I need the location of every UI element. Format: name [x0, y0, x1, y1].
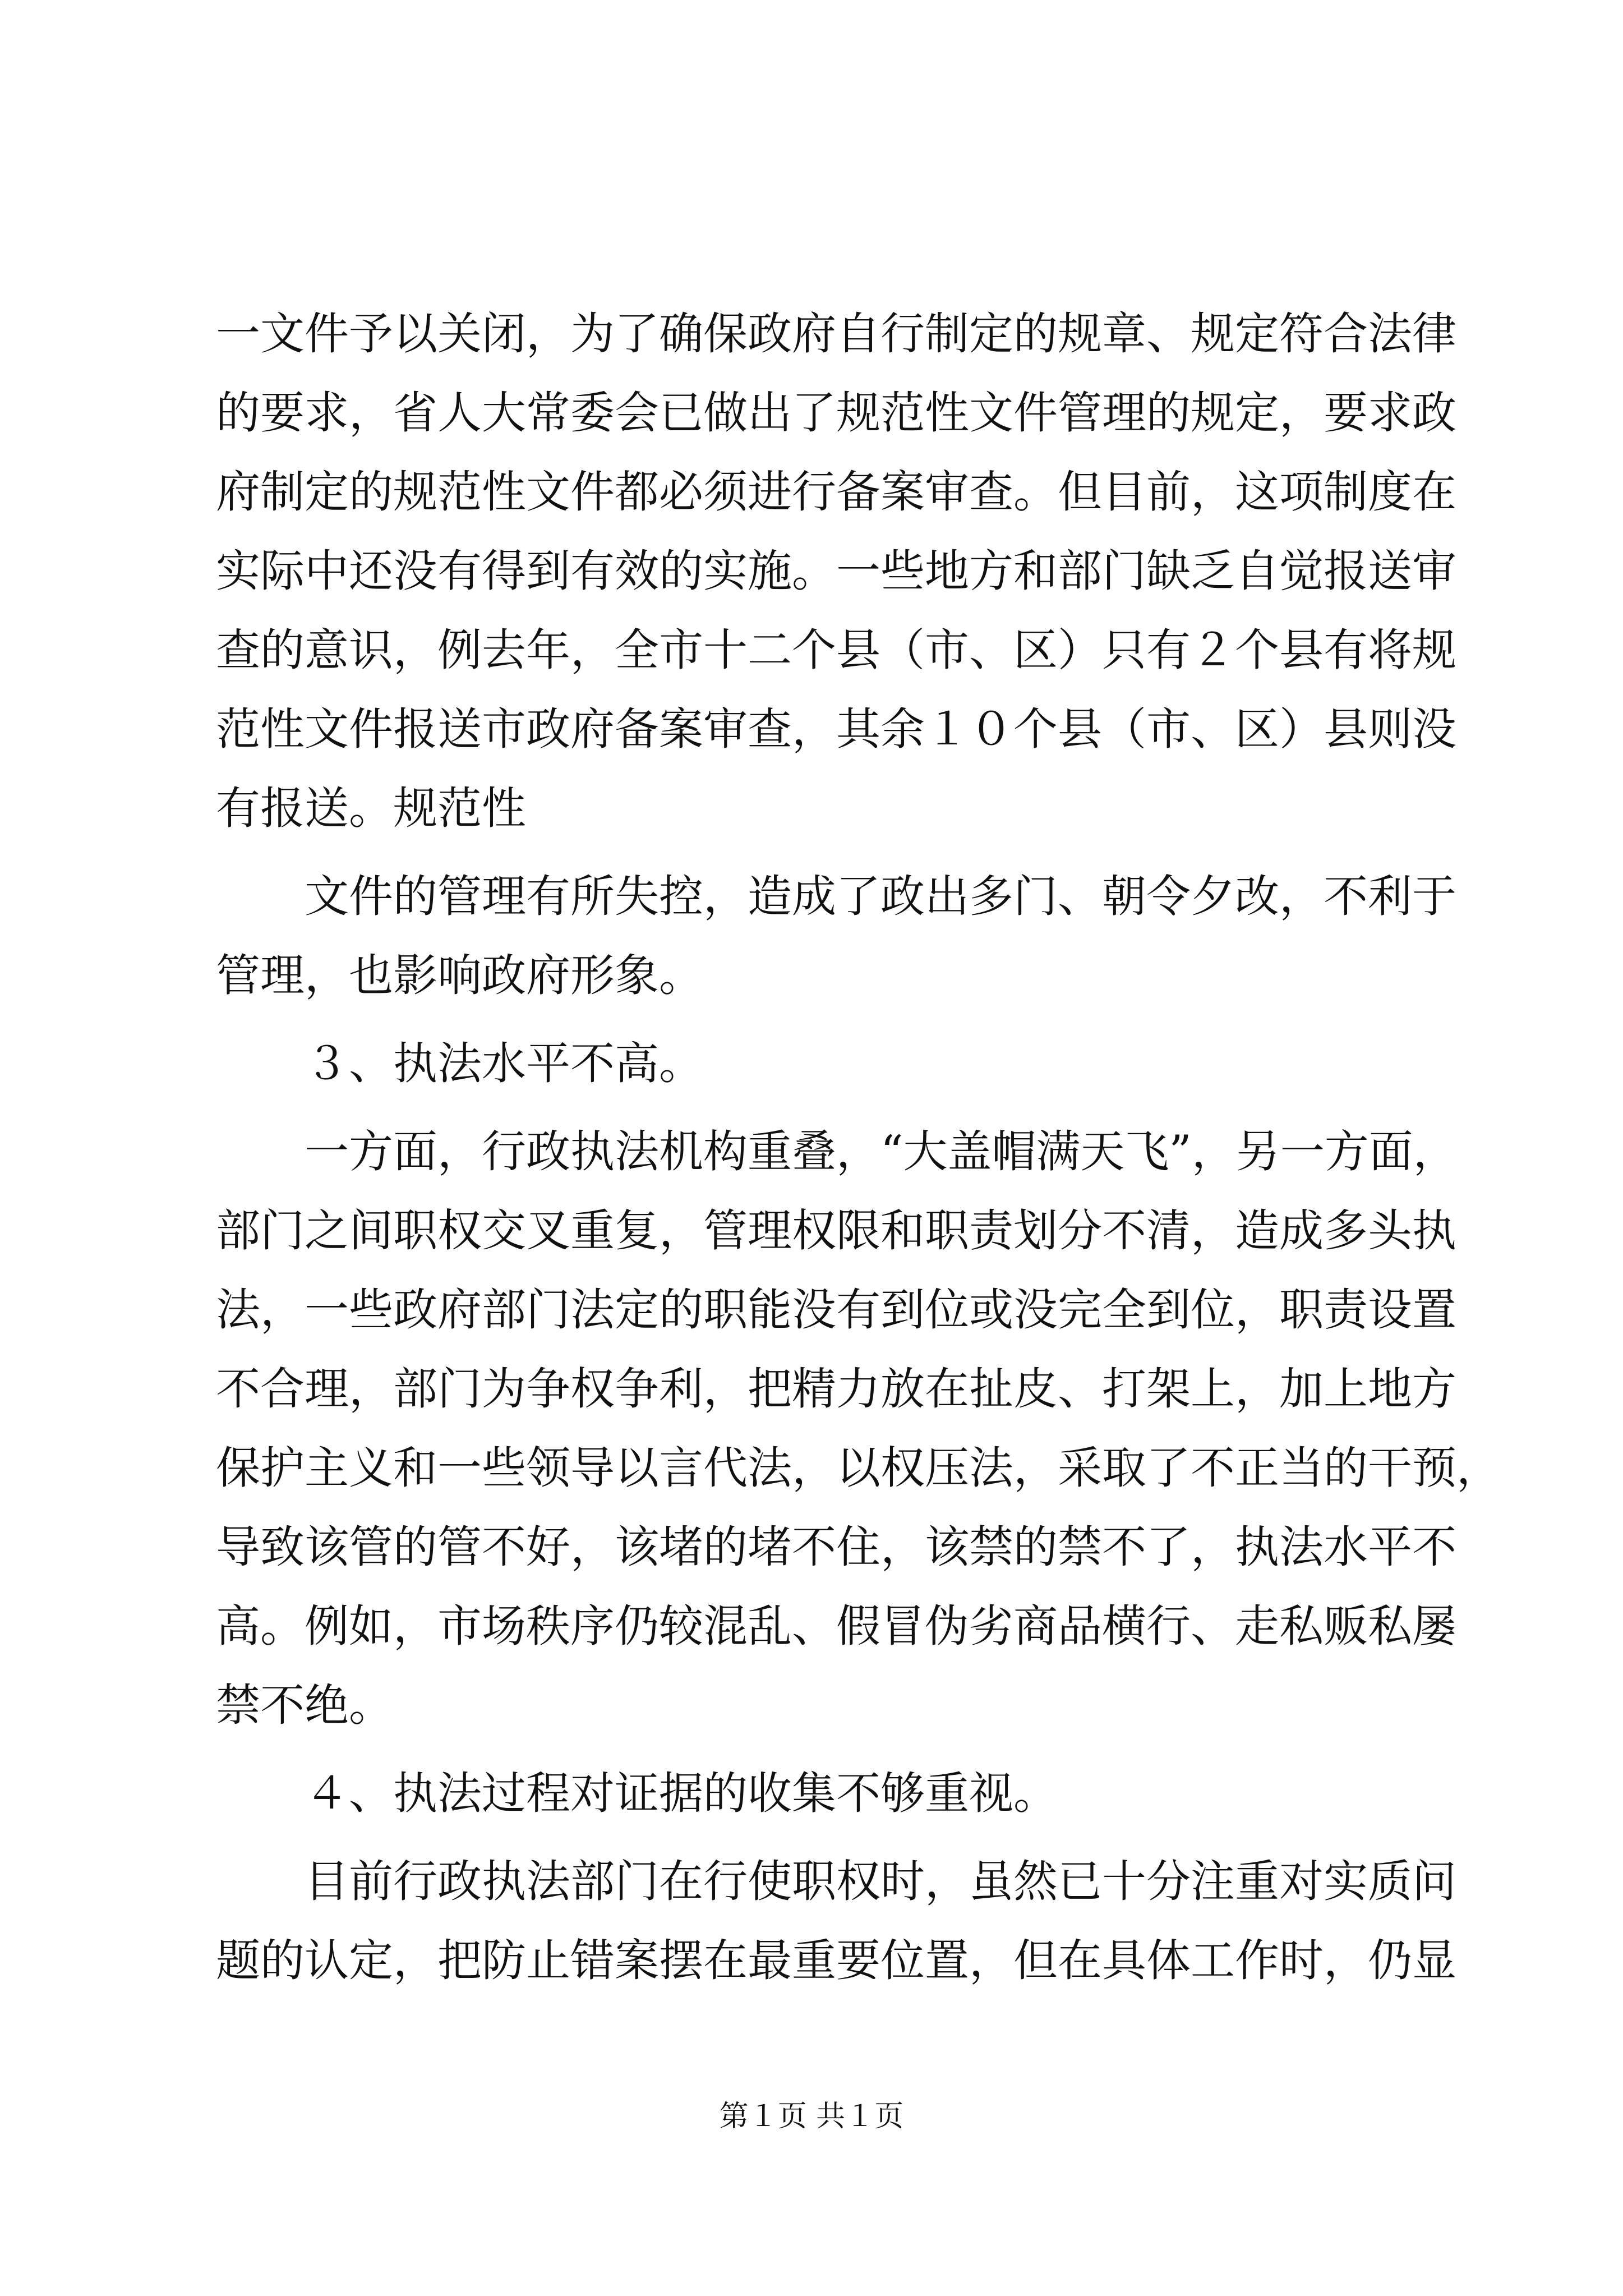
page-footer	[0, 2097, 1623, 2136]
section-heading-3	[216, 1024, 1416, 1103]
text-line: 禁不绝。	[216, 1680, 393, 1731]
paragraph-continuation	[216, 295, 1456, 848]
section-heading-4	[216, 1754, 1416, 1833]
text-line: 文件的管理有所失控，造成了政出多门、朝令夕改，不利于	[216, 871, 1456, 922]
paragraph-enforcement	[216, 1112, 1501, 1745]
paragraph-evidence	[216, 1842, 1456, 2000]
document-body	[216, 295, 1501, 2009]
text-line: 部门之间职权交叉重复，管理权限和职责划分不清，造成多头执	[216, 1205, 1456, 1257]
text-line: 题的认定，把防止错案摆在最重要位置，但在具体工作时，仍显	[216, 1935, 1456, 1986]
text-line: 查的意识，例去年，全市十二个县（市、区）只有２个县有将规	[216, 624, 1456, 676]
text-line: 的要求，省人大常委会已做出了规范性文件管理的规定，要求政	[216, 387, 1456, 439]
text-line: 目前行政执法部门在行使职权时，虽然已十分注重对实质问	[216, 1856, 1456, 1907]
text-line: 一方面，行政执法机构重叠，“大盖帽满天飞”，另一方面，	[216, 1126, 1458, 1177]
paragraph-file-management	[216, 857, 1456, 1015]
page-number: 第１页 共１页	[719, 2100, 904, 2133]
text-line: 不合理，部门为争权争利，把精力放在扯皮、打架上，加上地方	[216, 1363, 1456, 1415]
text-line: 法，一些政府部门法定的职能没有到位或没完全到位，职责设置	[216, 1284, 1456, 1336]
text-line: 有报送。规范性	[216, 783, 526, 834]
text-line: 保护主义和一些领导以言代法，以权压法，采取了不正当的干预，	[216, 1442, 1501, 1494]
text-line: 一文件予以关闭，为了确保政府自行制定的规章、规定符合法律	[216, 308, 1456, 360]
text-line: 高。例如，市场秩序仍较混乱、假冒伪劣商品横行、走私贩私屡	[216, 1600, 1456, 1652]
text-line: 管理，也影响政府形象。	[216, 950, 703, 1001]
text-line: 导致该管的管不好，该堵的堵不住，该禁的禁不了，执法水平不	[216, 1521, 1456, 1573]
text-line: 府制定的规范性文件都必须进行备案审查。但目前，这项制度在	[216, 466, 1456, 518]
text-line: ３、执法水平不高。	[216, 1038, 703, 1089]
text-line: 范性文件报送市政府备案审查，其余１０个县（市、区）县则没	[216, 703, 1456, 755]
text-line: ４、执法过程对证据的收集不够重视。	[216, 1768, 1058, 1819]
text-line: 实际中还没有得到有效的实施。一些地方和部门缺乏自觉报送审	[216, 545, 1456, 597]
